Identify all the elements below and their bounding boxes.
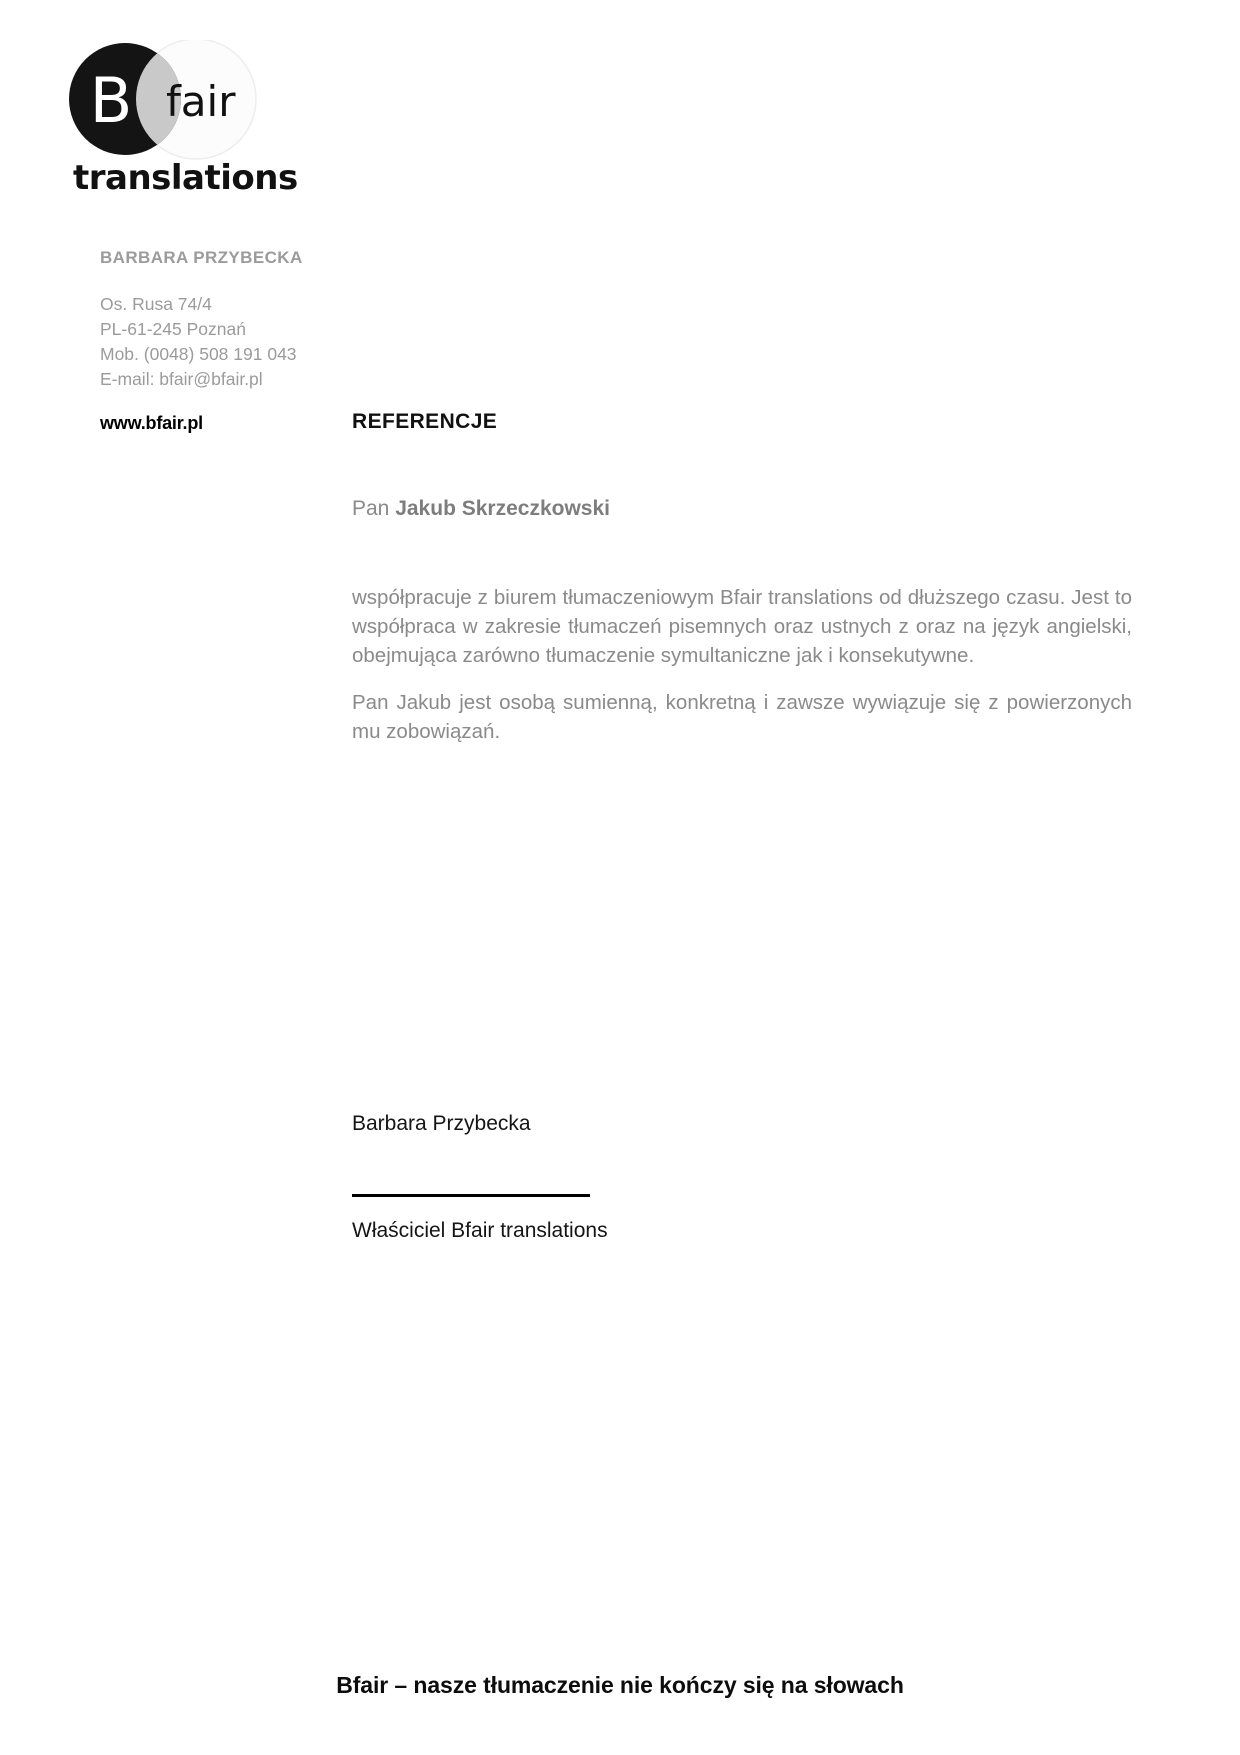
logo-wordmark: translations (73, 158, 298, 198)
letter-body (352, 583, 1132, 746)
logo-circles-mark (68, 40, 263, 162)
body-paragraph-1: współpracuje z biurem tłumaczeniowym Bfair translations od dłuższego czasu. Jest to współpraca w zakresie tłumaczeń pisemnych oraz ustnych z oraz na język angielski, obejmująca zarówno tłumaczenie symultaniczne jak i konsekutywne. (352, 586, 1132, 667)
signature-block (352, 1112, 772, 1243)
signature-name: Barbara Przybecka (352, 1112, 531, 1135)
sender-website[interactable]: www.bfair.pl (100, 413, 203, 433)
recipient-name: Jakub Skrzeczkowski (395, 497, 610, 520)
logo-fair-text: fair (166, 77, 236, 126)
logo-letter-b: B (89, 64, 133, 137)
company-logo (68, 40, 298, 198)
sender-address-line-street: Os. Rusa 74/4 (100, 294, 212, 314)
sender-name: BARBARA PRZYBECKA (100, 248, 303, 267)
signature-rule (352, 1194, 590, 1197)
document-title: REFERENCJE (352, 410, 498, 433)
sender-address-line-city: PL-61-245 Poznań (100, 319, 246, 339)
recipient-line (352, 497, 610, 521)
body-paragraph-2: Pan Jakub jest osobą sumienną, konkretną i zawsze wywiązuje się z powierzonych mu zobowiązań. (352, 691, 1132, 743)
footer-tagline: Bfair – nasze tłumaczenie nie kończy się na słowach (336, 1672, 904, 1698)
sender-address-block (100, 292, 297, 392)
sender-address-line-phone: Mob. (0048) 508 191 043 (100, 344, 297, 364)
signature-role: Właściciel Bfair translations (352, 1219, 608, 1242)
sender-address-line-email: E-mail: bfair@bfair.pl (100, 369, 263, 389)
recipient-salutation: Pan (352, 497, 396, 520)
